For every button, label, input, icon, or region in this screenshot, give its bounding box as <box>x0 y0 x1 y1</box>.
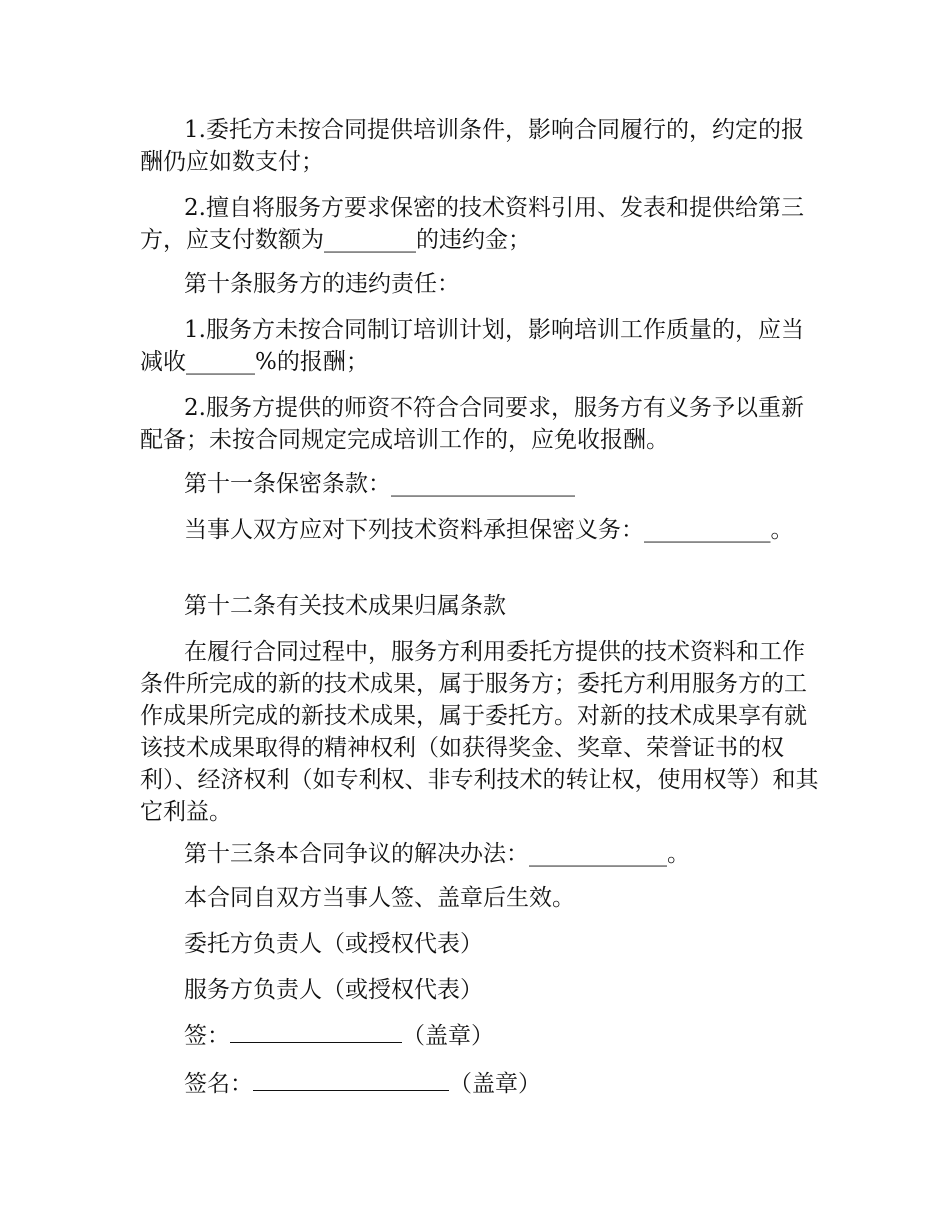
confidentiality-statement: 当事人双方应对下列技术资料承担保密义务：___________。 <box>184 517 794 543</box>
signature-label-1: 签： <box>184 1023 230 1049</box>
signature-blank-1[interactable] <box>230 1018 402 1043</box>
clause-10-heading: 第十条服务方的违约责任： <box>184 271 460 297</box>
clause-12-heading: 第十二条有关技术成果归属条款 <box>184 593 506 619</box>
seal-label-2: （盖章） <box>449 1071 541 1097</box>
signature-line-1 <box>184 1018 494 1052</box>
clause-9-item-2: 2.擅自将服务方要求保密的技术资料引用、发表和提供给第三方，应支付数额为________的违约金； <box>140 195 804 253</box>
clause-11-heading: 第十一条保密条款：________________ <box>184 471 575 497</box>
effective-statement: 本合同自双方当事人签、盖章后生效。 <box>184 885 575 911</box>
clause-10-item-1: 1.服务方未按合同制订培训计划，影响培训工作质量的，应当减收______%的报酬； <box>140 317 804 375</box>
signature-label-2: 签名： <box>184 1071 253 1097</box>
clause-9-item-1: 1.委托方未按合同提供培训条件，影响合同履行的，约定的报酬仍应如数支付； <box>140 117 804 175</box>
signature-line-2 <box>184 1066 541 1100</box>
clause-12-body: 在履行合同过程中，服务方利用委托方提供的技术资料和工作条件所完成的新的技术成果，属于服务方；委托方利用服务方的工作成果所完成的新技术成果，属于委托方。对新的技术成果享有就该技术成果取得的精神权利（如获得奖金、奖章、荣誉证书的权利）、经济权利（如专利权、非专利技术的转让权，使用权等）和其它利益。 <box>140 639 819 825</box>
seal-label-1: （盖章） <box>402 1023 494 1049</box>
provider-representative: 服务方负责人（或授权代表） <box>184 977 483 1003</box>
client-representative: 委托方负责人（或授权代表） <box>184 931 483 957</box>
clause-13-heading: 第十三条本合同争议的解决办法：____________。 <box>184 841 690 867</box>
signature-blank-2[interactable] <box>253 1066 449 1091</box>
clause-10-item-2: 2.服务方提供的师资不符合合同要求，服务方有义务予以重新配备；未按合同规定完成培训工作的，应免收报酬。 <box>140 395 804 453</box>
